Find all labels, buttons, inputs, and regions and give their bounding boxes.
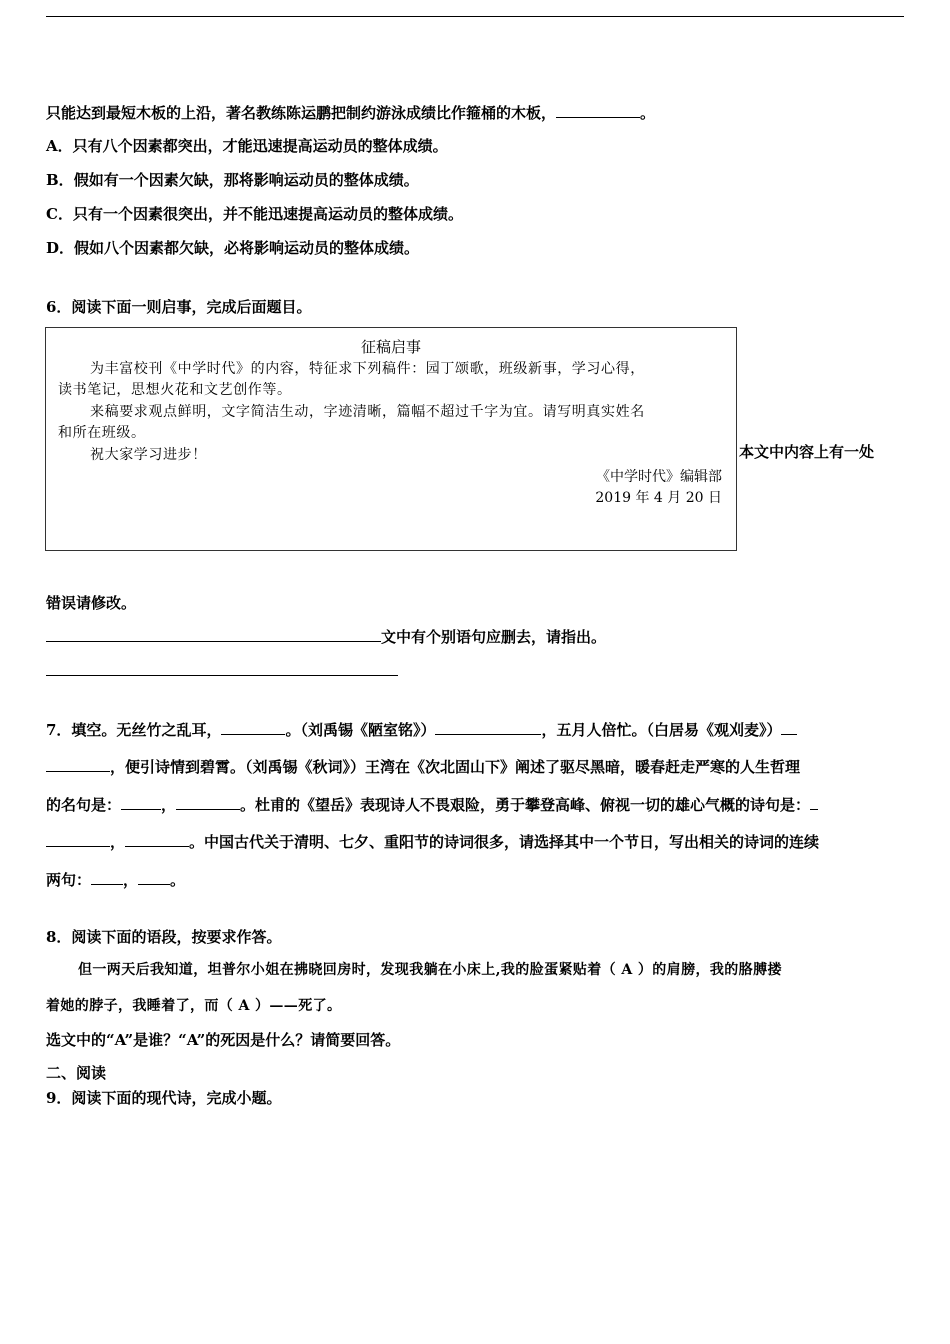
q8-passage-line-1: 但一两天后我知道，坦普尔小姐在拂晓回房时，发现我躺在小床上,我的脸蛋紧贴着（ A ）的肩膀，我的胳膊搂: [78, 962, 782, 978]
q7-blank[interactable]: [810, 794, 818, 810]
option-letter: B．: [46, 171, 74, 189]
q7-text: ，: [110, 833, 126, 851]
notice-date: 2019 年 4 月 20 日: [595, 490, 722, 506]
q7-text: 。: [170, 871, 186, 889]
q7-text: ，五月人倍忙。（白居易《观刈麦》）: [541, 721, 782, 739]
q5-option-b: [46, 170, 419, 190]
notice-box: [45, 327, 737, 551]
option-text: 只有八个因素都突出，才能迅速提高运动员的整体成绩。: [72, 137, 448, 155]
q7-blank[interactable]: [221, 719, 285, 735]
q6-heading: 6．阅读下面一则启事，完成后面题目。: [46, 298, 312, 316]
header-rule: [46, 16, 904, 17]
option-text: 只有一个因素很突出，并不能迅速提高运动员的整体成绩。: [72, 205, 463, 223]
section-heading: 二、阅读: [46, 1064, 107, 1082]
q5-stem-text: 只能达到最短木板的上沿，著名教练陈运鹏把制约游泳成绩比作箍桶的木板，: [46, 104, 557, 122]
q7-text: 两句：: [46, 871, 92, 889]
q7-text: 7．填空。无丝竹之乱耳，: [46, 721, 222, 739]
notice-line: 为丰富校刊《中学时代》的内容，特征求下列稿件：园丁颂歌，班级新事，学习心得，: [90, 361, 645, 377]
q7-line-2: [46, 756, 800, 777]
notice-title: 征稿启事: [360, 338, 421, 356]
q7-blank[interactable]: [121, 794, 161, 810]
option-letter: D．: [46, 239, 75, 257]
q7-line-3: [46, 794, 818, 815]
q8-question: 选文中的“A”是谁？“A”的死因是什么？请简要回答。: [46, 1031, 401, 1049]
q5-option-a: [46, 136, 448, 156]
q7-blank[interactable]: [46, 831, 110, 847]
option-text: 假如八个因素都欠缺，必将影响运动员的整体成绩。: [74, 239, 420, 257]
notice-signature: 《中学时代》编辑部: [596, 469, 722, 485]
q6-answer-line-2: [46, 660, 398, 681]
notice-line: 祝大家学习进步！: [90, 447, 207, 463]
q5-option-d: [46, 238, 419, 258]
q6-sub-question-text: 文中有个别语句应删去，请指出。: [381, 628, 607, 646]
q7-blank[interactable]: [176, 794, 240, 810]
q7-blank[interactable]: [46, 756, 110, 772]
q7-line-5: [46, 869, 185, 890]
q5-answer-blank[interactable]: [556, 102, 640, 118]
q6-side-text: 本文中内容上有一处: [739, 443, 875, 461]
q6-answer-blank-1[interactable]: [46, 626, 381, 642]
q9-heading: 9．阅读下面的现代诗，完成小题。: [46, 1089, 282, 1107]
option-letter: A．: [46, 137, 73, 155]
notice-line: 来稿要求观点鲜明，文字简洁生动，字迹清晰，篇幅不超过千字为宜。请写明真实姓名: [90, 404, 645, 420]
notice-line: 和所在班级。: [58, 425, 146, 441]
q7-text: 的名句是：: [46, 796, 122, 814]
q8-heading: 8．阅读下面的语段，按要求作答。: [46, 928, 282, 946]
q7-line-4: [46, 831, 819, 852]
q7-blank[interactable]: [435, 719, 541, 735]
q7-blank[interactable]: [91, 869, 123, 885]
q7-blank[interactable]: [125, 831, 189, 847]
q7-line-1: [46, 719, 797, 740]
q7-text: ，: [161, 796, 177, 814]
q7-text: 。（刘禹锡《陋室铭》）: [285, 721, 436, 739]
q7-text: ，便引诗情到碧霄。（刘禹锡《秋词》）王湾在《次北固山下》阐述了驱尽黑暗，暖春赶走严寒的人生哲理: [110, 758, 801, 776]
q7-text: 。杜甫的《望岳》表现诗人不畏艰险，勇于攀登高峰、俯视一切的雄心气概的诗句是：: [240, 796, 811, 814]
q7-blank[interactable]: [781, 719, 797, 735]
q5-stem-end: 。: [640, 104, 656, 122]
q6-answer-blank-2[interactable]: [46, 660, 398, 676]
q6-continuation: 错误请修改。: [46, 594, 137, 612]
q7-text: 。中国古代关于清明、七夕、重阳节的诗词很多，请选择其中一个节日，写出相关的诗词的连续: [189, 833, 820, 851]
q7-blank[interactable]: [138, 869, 170, 885]
option-letter: C．: [46, 205, 73, 223]
q5-stem: [46, 102, 655, 123]
q5-option-c: [46, 204, 463, 224]
option-text: 假如有一个因素欠缺，那将影响运动员的整体成绩。: [73, 171, 419, 189]
notice-line: 读书笔记，思想火花和文艺创作等。: [58, 382, 292, 398]
q6-sub-question: [46, 626, 606, 647]
q8-passage-line-2: 着她的脖子，我睡着了，而（ A ）——死了。: [46, 998, 342, 1014]
q7-text: ，: [123, 871, 139, 889]
